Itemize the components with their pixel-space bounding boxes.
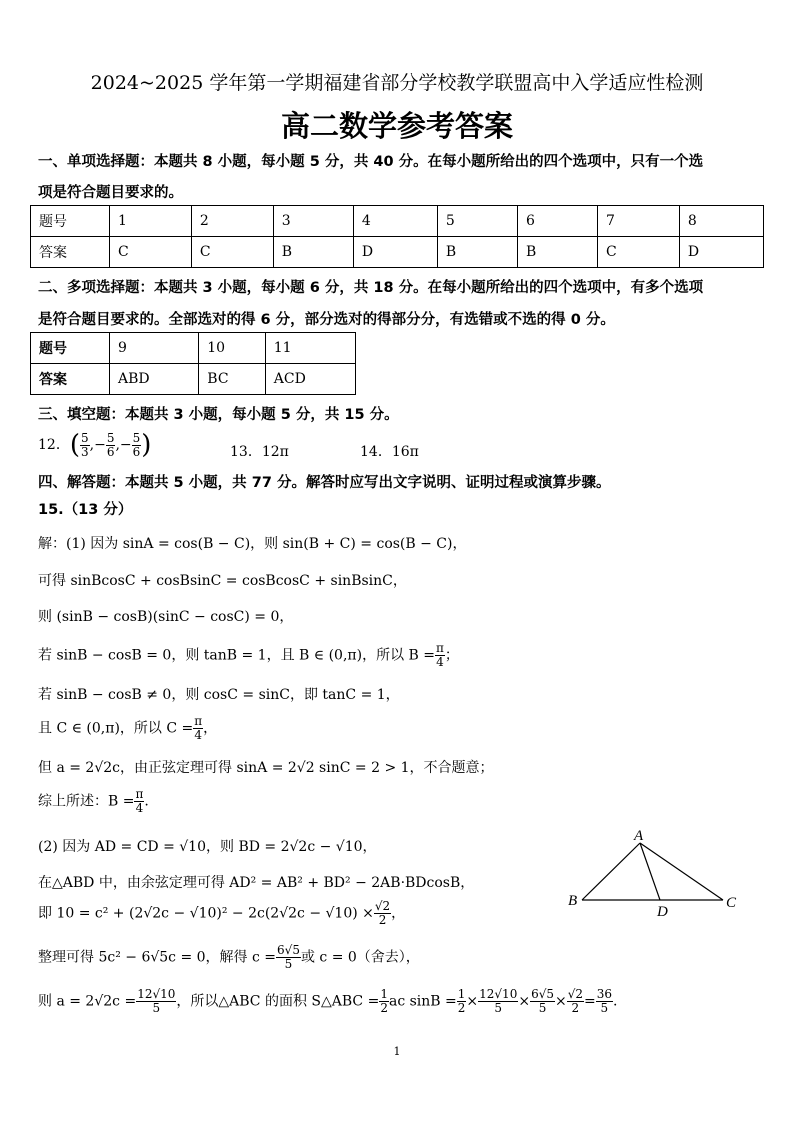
section2-heading-line2: 是符合题目要求的。全部选对的得 6 分，部分选对的得部分分，有选错或不选的得 0 分。 [38, 312, 615, 328]
table-cell: BC [199, 364, 266, 395]
document-subtitle: 高二数学参考答案 [280, 109, 513, 143]
fraction: $\frac{1}{2}$ [457, 987, 466, 1015]
table-cell: B [517, 237, 597, 268]
solution-line: 但 a = 2√2c，由正弦定理可得 sinA = 2√2 sinC = 2 > 1，不合题意； [38, 760, 494, 776]
solution-line: (2) 因为 AD = CD = √10，则 BD = 2√2c − √10， [38, 839, 377, 855]
single-choice-answer-table [30, 205, 764, 268]
table-row [31, 364, 356, 395]
fraction: $\frac{5}{6}$ [132, 430, 141, 459]
page-number: 1 [393, 1045, 401, 1058]
table-cell: 5 [437, 206, 517, 237]
fraction: $\frac{6√5}{5}$ [277, 943, 300, 971]
solution-line: 在△ABD 中，由余弦定理可得 AD² = AB² + BD² − 2AB·BDcosB， [38, 875, 475, 891]
point-label-d: D [657, 904, 668, 920]
solution-line: 则 a = 2√2c = $\frac{12√10}{5}$ ，所以△ABC 的面积 S△ABC = $\frac{1}{2}$ ac sinB = $\frac{1}{2}$ × $\frac{12√10}{5}$ × $\frac{6√5}{5}$ × $\frac{√2}{2}$ = $\frac{36}{5}$ . [38, 987, 618, 1015]
table-cell: 11 [265, 333, 355, 364]
vertex-label-b: B [568, 893, 578, 909]
side-ab [582, 843, 640, 900]
fraction: $\frac{√2}{2}$ [374, 899, 391, 927]
table-cell: 3 [273, 206, 353, 237]
fraction: $\frac{12√10}{5}$ [137, 987, 176, 1015]
section1-heading-line2: 项是符合题目要求的。 [38, 185, 183, 201]
fraction: $\frac{1}{2}$ [380, 987, 388, 1015]
segment-ad [640, 843, 660, 900]
solution-line: 可得 sinBcosC + cosBsinC = cosBcosC + sinBsinC， [38, 573, 407, 589]
table-cell: 9 [110, 333, 199, 364]
fraction: $\frac{√2}{2}$ [567, 987, 583, 1015]
table-cell: D [679, 237, 763, 268]
solution-line: 解：(1) 因为 sinA = cos(B − C)，则 sin(B + C) = cos(B − C)， [38, 536, 467, 552]
vertex-label-a: A [634, 828, 644, 844]
answer-14: 14．16π [360, 444, 419, 460]
table-cell: 7 [598, 206, 680, 237]
fraction: $\frac{\pi}{4}$ [194, 714, 203, 742]
vertex-label-c: C [726, 895, 737, 911]
fraction: $\frac{36}{5}$ [596, 987, 613, 1015]
section4-heading: 四、解答题：本题共 5 小题，共 77 分。解答时应写出文字说明、证明过程或演算步骤。 [38, 475, 611, 491]
solution-line: 综上所述：B = $\frac{\pi}{4}$ . [38, 787, 149, 815]
table-cell: 6 [517, 206, 597, 237]
table-row [31, 206, 764, 237]
section3-heading: 三、填空题：本题共 3 小题，每小题 5 分，共 15 分。 [38, 407, 399, 423]
table-row [31, 237, 764, 268]
table-cell: 4 [353, 206, 437, 237]
table-cell: D [353, 237, 437, 268]
table-cell: 10 [199, 333, 266, 364]
row-label: 答案 [31, 364, 110, 395]
table-cell: 2 [191, 206, 273, 237]
fraction: $\frac{\pi}{4}$ [135, 787, 144, 815]
table-cell: 8 [679, 206, 763, 237]
table-cell: ABD [110, 364, 199, 395]
fraction: $\frac{5}{3}$ [80, 430, 89, 459]
solution-line: 则 (sinB − cosB)(sinC − cosC) = 0， [38, 609, 294, 625]
table-cell: C [110, 237, 192, 268]
question-15-title: 15.（13 分） [38, 502, 133, 518]
section2-heading-line1: 二、多项选择题：本题共 3 小题，每小题 6 分，共 18 分。在每小题所给出的四个选项中，有多个选项 [38, 280, 704, 296]
solution-line: 若 sinB − cosB ≠ 0，则 cosC = sinC，即 tanC = 1， [38, 687, 400, 703]
row-label: 答案 [31, 237, 110, 268]
table-cell: 1 [110, 206, 192, 237]
q12-label: 12． [38, 437, 70, 453]
answer-12: 12．( $\frac{5}{3}$ ,− $\frac{5}{6}$ ,− $\frac{5}{6}$ ) [38, 430, 152, 460]
table-cell: C [191, 237, 273, 268]
table-cell: ACD [265, 364, 355, 395]
fraction: $\frac{6√5}{5}$ [531, 987, 554, 1015]
fraction: $\frac{5}{6}$ [106, 430, 115, 459]
table-cell: B [437, 237, 517, 268]
section1-heading-line1: 一、单项选择题：本题共 8 小题，每小题 5 分，共 40 分。在每小题所给出的四个选项中，只有一个选 [38, 154, 704, 170]
solution-line: 若 sinB − cosB = 0，则 tanB = 1，且 B ∈ (0,π)，所以 B = $\frac{\pi}{4}$ ； [38, 641, 459, 669]
fraction: $\frac{12√10}{5}$ [479, 987, 518, 1015]
table-cell: C [598, 237, 680, 268]
table-row [31, 333, 356, 364]
solution-line: 且 C ∈ (0,π)，所以 C = $\frac{\pi}{4}$ ， [38, 714, 218, 742]
row-label: 题号 [31, 206, 110, 237]
table-cell: B [273, 237, 353, 268]
fraction: $\frac{\pi}{4}$ [436, 641, 444, 669]
row-label: 题号 [31, 333, 110, 364]
solution-line: 即 10 = c² + (2√2c − √10)² − 2c(2√2c − √10) × $\frac{√2}{2}$ ， [38, 899, 406, 927]
document-title: 2024~2025 学年第一学期福建省部分学校教学联盟高中入学适应性检测 [90, 72, 704, 94]
side-ac [640, 843, 723, 900]
multi-choice-answer-table [30, 332, 356, 395]
triangle-figure [560, 828, 750, 920]
answer-13: 13．12π [230, 444, 289, 460]
solution-line: 整理可得 5c² − 6√5c = 0，解得 c = $\frac{6√5}{5}$ 或 c = 0（舍去）， [38, 943, 420, 971]
